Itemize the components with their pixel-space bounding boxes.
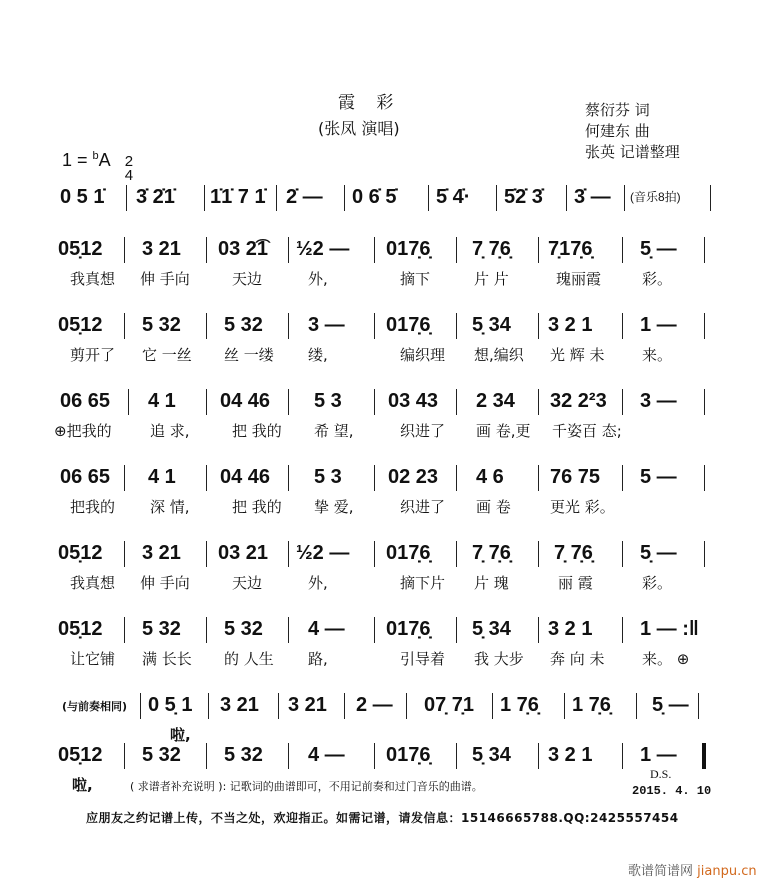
watermark-en: jianpu.cn — [697, 864, 757, 879]
measure: 017̣6̣ — [386, 314, 431, 336]
barline — [704, 465, 705, 491]
score-row: 05̣12 3 21 03 21 ½2 — 017̣6̣ 7̣ 7̣6̣ 7̣ 7̣6̣ 5̣ — 我真想 伸 手向 天边 外, 摘下片 片 瑰 丽 霞 彩。 — [58, 538, 718, 568]
measure: 02 23 — [388, 466, 439, 488]
measure: 3 21 — [142, 542, 181, 564]
barline — [622, 465, 623, 491]
measure: 5 32 — [224, 314, 263, 336]
measure: 5 32 — [224, 618, 263, 640]
barline — [374, 313, 375, 339]
measure: 3 2 1 — [548, 314, 593, 336]
barline — [206, 465, 207, 491]
barline — [496, 185, 497, 211]
flat-sign: b — [92, 150, 99, 162]
measure: 5 3 — [314, 390, 342, 412]
barline — [698, 693, 699, 719]
measure: 0 5̣ 1 — [148, 694, 193, 716]
barline — [622, 389, 623, 415]
singer-credit: (张凤 演唱) — [318, 119, 400, 138]
barline — [288, 465, 289, 491]
measure: 5̣ — — [640, 542, 677, 564]
measure: 03 21 — [218, 542, 269, 564]
barline — [538, 313, 539, 339]
measure: 2 — — [356, 694, 393, 716]
measure: 3 2 1 — [548, 618, 593, 640]
site-watermark — [628, 860, 757, 879]
barline — [374, 617, 375, 643]
barline — [538, 465, 539, 491]
barline — [206, 617, 207, 643]
measure: 5 32 — [142, 618, 181, 640]
measure: 2̇ — — [286, 186, 323, 208]
barline — [288, 389, 289, 415]
measure: 5 32 — [142, 314, 181, 336]
measure: 5̣ 34 — [472, 744, 511, 766]
barline — [710, 185, 711, 211]
barline — [288, 313, 289, 339]
measure: 5 — — [640, 466, 677, 488]
measure: 04 46 — [220, 390, 271, 412]
barline — [456, 743, 457, 769]
measure: 017̣6̣ — [386, 542, 431, 564]
measure: 7̣17̣6̣ — [548, 238, 593, 260]
measure: 04 46 — [220, 466, 271, 488]
barline — [622, 743, 623, 769]
barline — [456, 541, 457, 567]
measure: 1 7̣6̣ — [572, 694, 611, 716]
barline — [492, 693, 493, 719]
transcriber-credit: 张英 记谱整理 — [585, 143, 680, 161]
barline — [374, 743, 375, 769]
measure: 03 2͡1 — [218, 238, 269, 260]
barline — [206, 313, 207, 339]
measure: 3 21 — [220, 694, 259, 716]
barline — [124, 465, 125, 491]
measure: 1 — — [640, 744, 677, 766]
measure: 32 2²3 — [550, 390, 607, 412]
measure: ½2 — — [296, 542, 350, 564]
measure: 4 — — [308, 618, 345, 640]
barline — [124, 541, 125, 567]
measure: 4 6 — [476, 466, 504, 488]
barline — [208, 693, 209, 719]
barline — [288, 237, 289, 263]
score-row: 05̣12 5 32 5 32 3 — 017̣6̣ 5̣ 34 3 2 1 1 — 剪开了 它 一丝 丝 一缕 缕, 编织理 想,编织 光 辉 未 来。 — [58, 310, 718, 340]
barline — [456, 237, 457, 263]
measure: 5 32 — [142, 744, 181, 766]
measure: 3 21 — [288, 694, 327, 716]
measure: 4 — — [308, 744, 345, 766]
upload-notice: 应朋友之约记谱上传，不当之处，欢迎指正。如需记谱，请发信息：15146665788.QQ:2425557454 — [86, 811, 679, 825]
measure: 0 6̇ 5̇ — [352, 186, 397, 208]
barline — [124, 237, 125, 263]
barline — [276, 185, 277, 211]
composer-credit: 何建东 曲 — [585, 122, 650, 140]
barline — [288, 617, 289, 643]
measure: 06 65 — [60, 390, 111, 412]
barline — [704, 389, 705, 415]
interlude-label: (与前奏相同) — [62, 700, 128, 713]
measure: 05̣12 — [58, 542, 103, 564]
measure: 5̣ — — [640, 238, 677, 260]
requester-note: ( 求谱者补充说明 ): 记歌词的曲谱即可，不用记前奏和过门音乐的曲谱。 — [130, 780, 483, 793]
barline — [406, 693, 407, 719]
barline — [704, 541, 705, 567]
score-row-final: 05̣12 5 32 5 32 4 — 017̣6̣ 5̣ 34 3 2 1 1 — 啦, — [58, 740, 718, 770]
measure: 3 — — [640, 390, 677, 412]
measure: 3 2 1 — [548, 744, 593, 766]
measure: 3̇ — — [574, 186, 611, 208]
barline — [374, 237, 375, 263]
barline — [538, 743, 539, 769]
measure: 1 7̣6̣ — [500, 694, 539, 716]
barline — [622, 617, 623, 643]
measure: 5 32 — [224, 744, 263, 766]
barline — [206, 389, 207, 415]
barline — [344, 185, 345, 211]
measure: 5̇ 4̇· — [436, 186, 471, 208]
measure: 07̣ 7̣1 — [424, 694, 475, 716]
measure: 5̇2̇ 3̇ — [504, 186, 543, 208]
barline — [704, 313, 705, 339]
watermark-cn: 歌谱简谱网 — [628, 864, 694, 879]
barline — [288, 743, 289, 769]
score-row: 06 65 4 1 04 46 5 3 02 23 4 6 76 75 5 — 把我的 深 情, 把 我的 挚 爱, 织进了 画 卷 更光 彩。 — [58, 462, 718, 492]
barline — [374, 389, 375, 415]
barline — [456, 465, 457, 491]
measure: 5 3 — [314, 466, 342, 488]
score-row: 05̣12 5 32 5 32 4 — 017̣6̣ 5̣ 34 3 2 1 1 — :‖ 让它铺 满 长长 的 人生 路, 引导着 我 大步 奔 向 未 来。 ⊕ — [58, 614, 718, 644]
final-barline — [702, 743, 706, 769]
barline — [566, 185, 567, 211]
lyricist-credit: 蔡衍芬 词 — [585, 101, 650, 119]
measure: 0 5 1̇ — [60, 186, 105, 208]
measure: 05̣12 — [58, 314, 103, 336]
score-row: 05̣12 3 21 03 2͡1 ½2 — 017̣6̣ 7̣ 7̣6̣ 7̣17̣6̣ 5̣ — 我真想 伸 手向 天边 外, 摘下 片 片 瑰丽霞 彩。 — [58, 234, 718, 264]
measure: 7̣ 7̣6̣ — [472, 238, 511, 260]
barline — [564, 693, 565, 719]
measure: 06 65 — [60, 466, 111, 488]
measure: 4 1 — [148, 390, 176, 412]
barline — [128, 389, 129, 415]
barline — [344, 693, 345, 719]
measure: 017̣6̣ — [386, 238, 431, 260]
measure: 5̣ — — [652, 694, 689, 716]
measure: 5̣ 34 — [472, 314, 511, 336]
barline — [206, 743, 207, 769]
dal-segno-mark: D.S. — [650, 767, 672, 781]
measure: 3 — — [308, 314, 345, 336]
barline — [456, 313, 457, 339]
barline — [622, 313, 623, 339]
barline — [374, 541, 375, 567]
barline — [538, 389, 539, 415]
barline — [456, 389, 457, 415]
credits-block — [585, 100, 680, 163]
measure-repeat-end: 1 — :‖ — [640, 618, 699, 640]
measure: 05̣12 — [58, 618, 103, 640]
song-title: 霞 彩 — [338, 93, 402, 113]
barline — [204, 185, 205, 211]
barline — [140, 693, 141, 719]
measure: 03 43 — [388, 390, 439, 412]
barline — [124, 313, 125, 339]
barline — [538, 237, 539, 263]
measure: ½2 — — [296, 238, 350, 260]
music-8-beats-note: (音乐8拍) — [630, 190, 681, 204]
measure: 1 — — [640, 314, 677, 336]
barline — [124, 617, 125, 643]
measure: 76 75 — [550, 466, 601, 488]
barline — [622, 541, 623, 567]
measure: 7̣ 7̣6̣ — [472, 542, 511, 564]
barline — [428, 185, 429, 211]
barline — [704, 237, 705, 263]
barline — [456, 617, 457, 643]
measure: 1̇1̇ 7 1̇ — [210, 186, 266, 208]
measure: 3 21 — [142, 238, 181, 260]
measure: 4 1 — [148, 466, 176, 488]
measure: 2 34 — [476, 390, 515, 412]
measure: 5̣ 34 — [472, 618, 511, 640]
transcription-date: 2015. 4. 10 — [632, 784, 712, 798]
score-row-intro — [58, 182, 718, 212]
score-row: 06 65 4 1 04 46 5 3 03 43 2 34 32 2²3 3 — ⊕把我的 追 求, 把 我的 希 望, 织进了 画 卷,更 千姿百 态; — [58, 386, 718, 416]
key-signature: 1 = $^b$A 2 4 — [62, 150, 134, 184]
measure: 3̇ 2̇1̇ — [136, 186, 175, 208]
barline — [206, 541, 207, 567]
barline — [636, 693, 637, 719]
barline — [288, 541, 289, 567]
score-row-interlude: 0 5̣ 1 3 21 3 21 2 — 07̣ 7̣1 1 7̣6̣ 1 7̣6̣ 5̣ — 啦, — [140, 690, 700, 720]
barline — [278, 693, 279, 719]
barline — [538, 617, 539, 643]
barline — [126, 185, 127, 211]
barline — [374, 465, 375, 491]
measure: 7̣ 7̣6̣ — [554, 542, 593, 564]
barline — [622, 237, 623, 263]
measure: 017̣6̣ — [386, 744, 431, 766]
measure: 05̣12 — [58, 744, 103, 766]
measure: 017̣6̣ — [386, 618, 431, 640]
time-signature: 2 4 — [124, 153, 134, 184]
barline — [206, 237, 207, 263]
barline — [624, 185, 625, 211]
measure: 05̣12 — [58, 238, 103, 260]
barline — [538, 541, 539, 567]
barline — [124, 743, 125, 769]
